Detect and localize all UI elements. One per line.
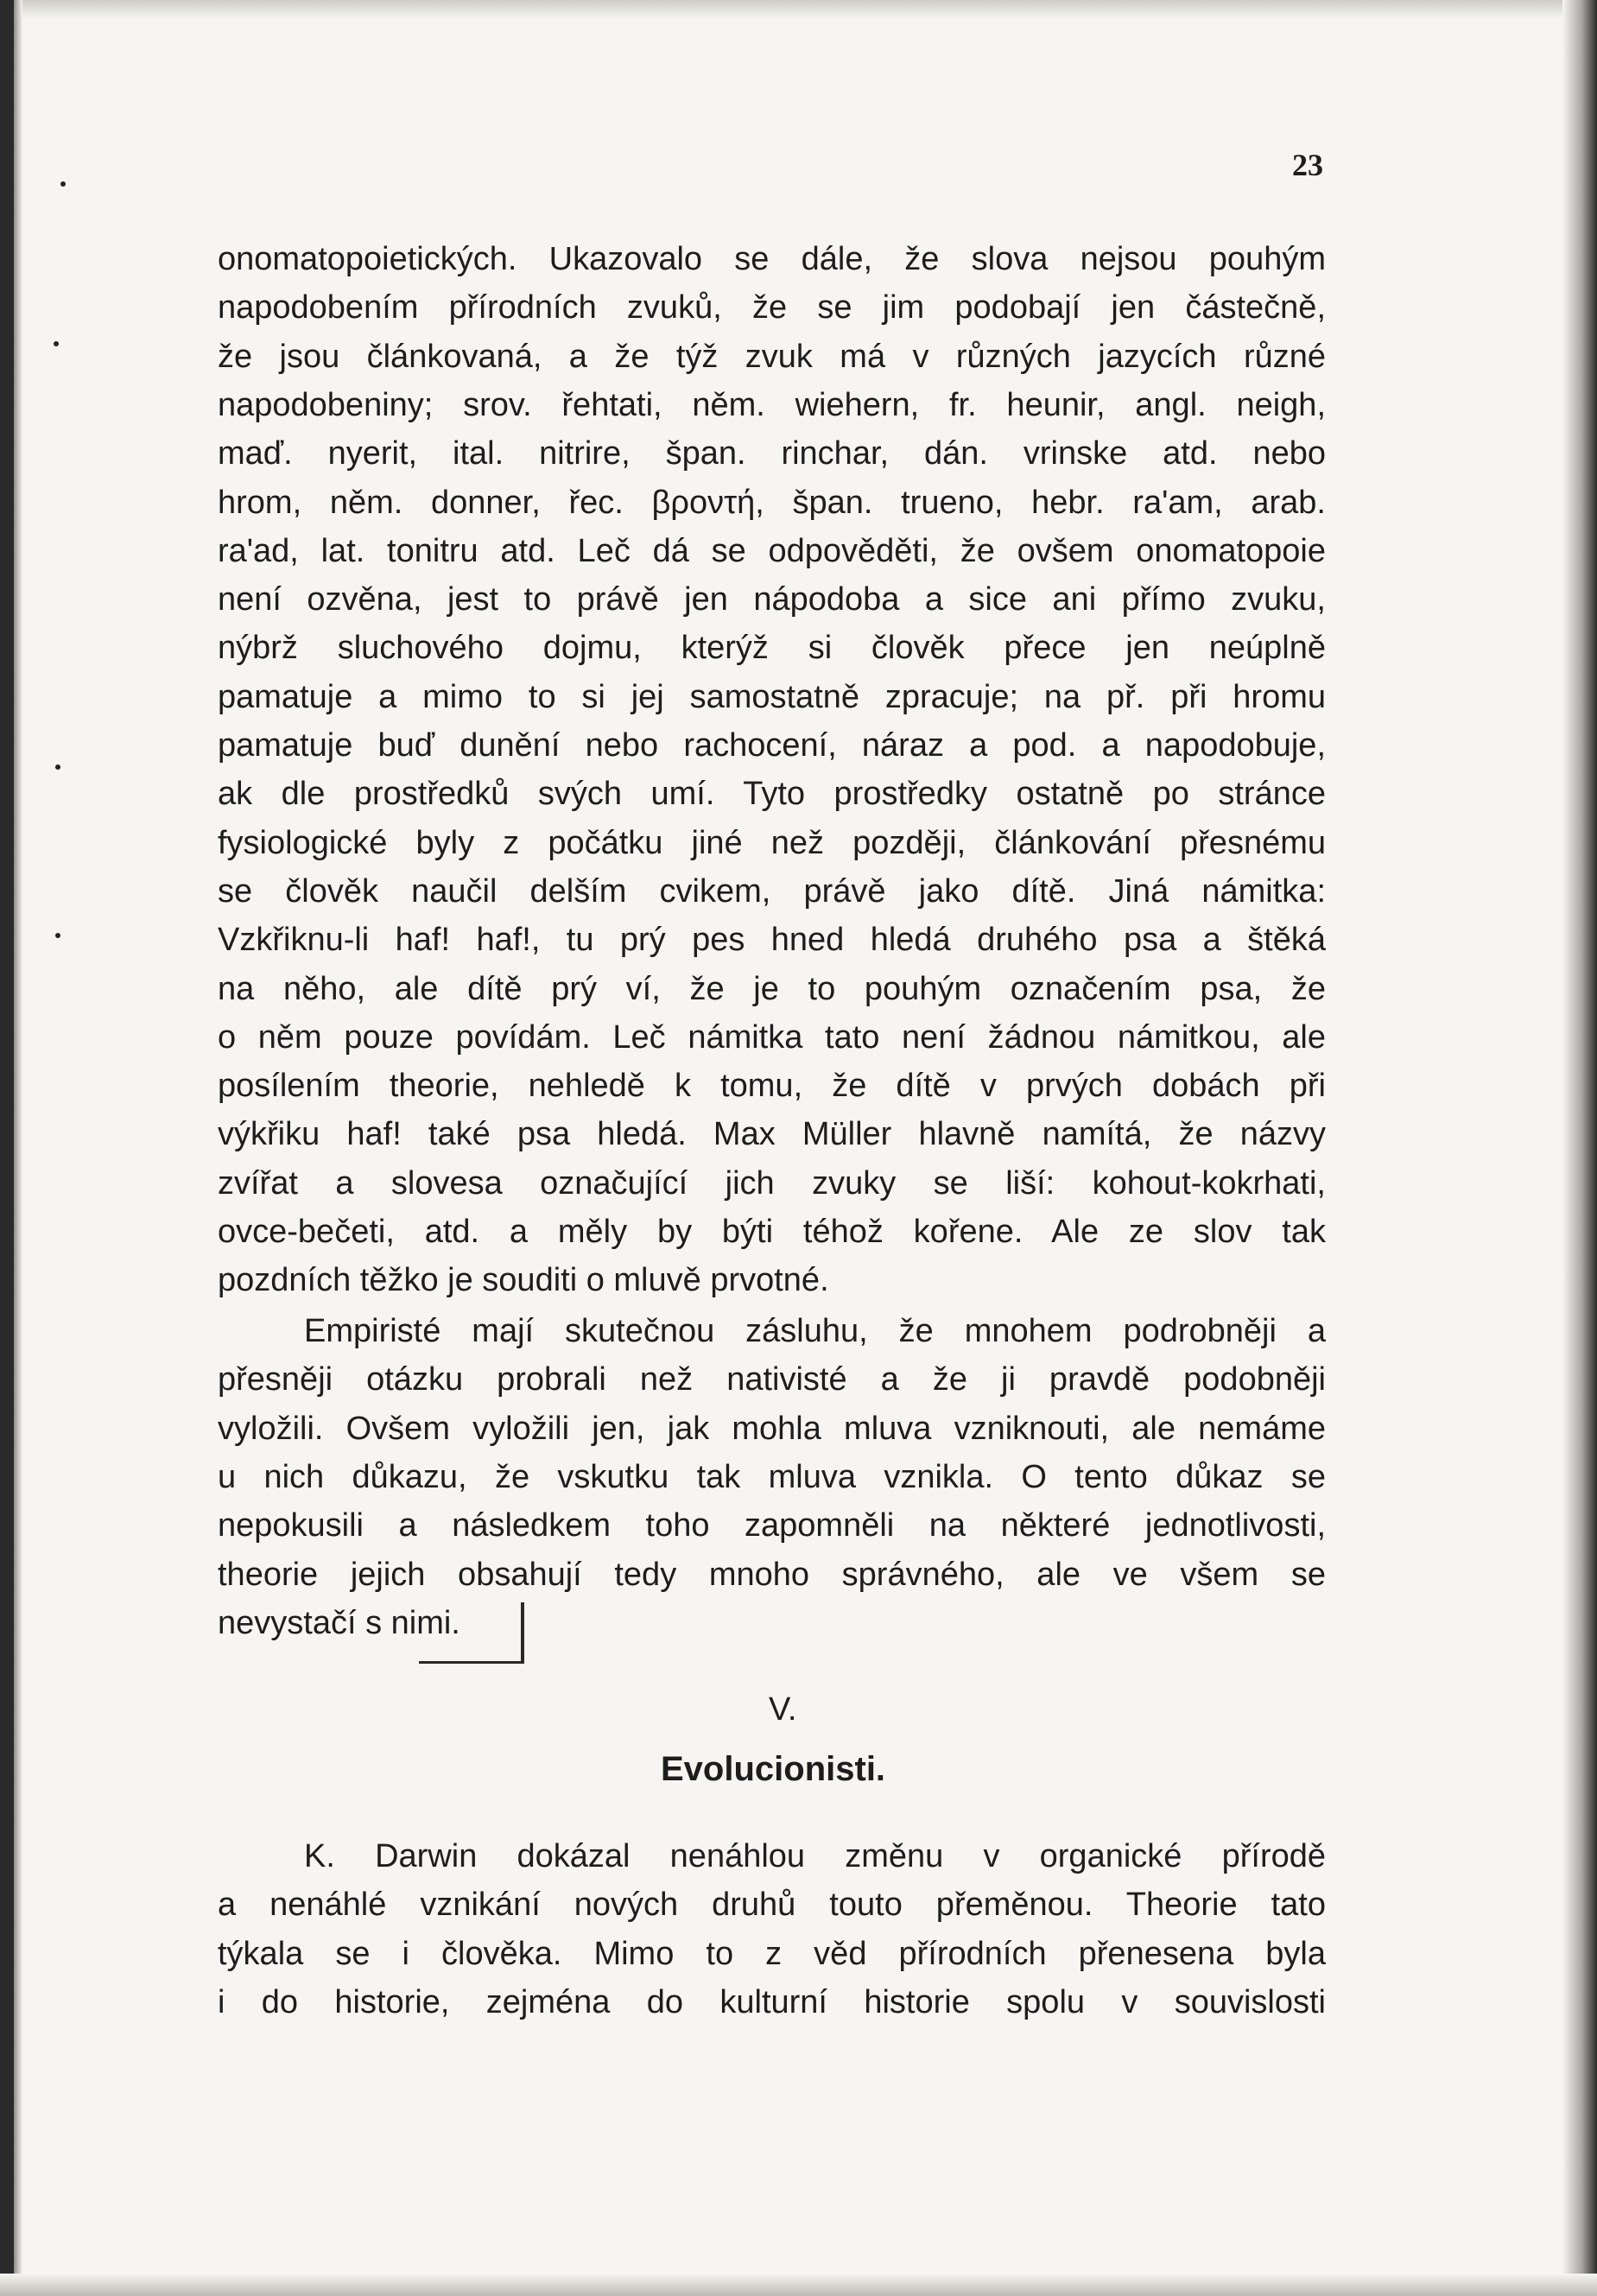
text-line: i do historie, zejména do kulturní historie spolu v souvislosti [218, 1984, 1326, 2020]
text-line: ak dle prostředků svých umí. Tyto prostředky ostatně po stránce [218, 776, 1326, 812]
text-line: pozdních těžko je souditi o mluvě prvotné. [218, 1262, 829, 1298]
text-line: napodobeniny; srov. řehtati, něm. wiehern, fr. heunir, angl. neigh, [218, 387, 1326, 423]
text-line: výkřiku haf! také psa hledá. Max Müller hlavně namítá, že názvy [218, 1116, 1326, 1152]
section-title: Evolucionisti. [661, 1750, 886, 1788]
text-line: theorie jejich obsahují tedy mnoho správného, ale ve všem se [218, 1557, 1326, 1593]
scan-edge-left-shadow [14, 0, 22, 2296]
text-line: nevystačí s nimi. [218, 1605, 460, 1641]
text-line: maď. nyerit, ital. nitrire, špan. rinchar, dán. vrinske atd. nebo [218, 435, 1326, 472]
scan-edge-bottom [0, 2274, 1597, 2296]
text-line: týkala se i člověka. Mimo to z věd přírodních přenesena byla [218, 1936, 1326, 1972]
text-line: fysiologické byly z počátku jiné než později, článkování přesnému [218, 825, 1326, 861]
pencil-mark-vertical [521, 1602, 524, 1663]
text-line: zvířat a slovesa označující jich zvuky se liší: kohout-kokrhati, [218, 1165, 1326, 1202]
text-line: hrom, něm. donner, řec. βροντή, špan. trueno, hebr. ra'am, arab. [218, 485, 1326, 521]
text-line: přesněji otázku probrali než nativisté a že ji pravdě podobněji [218, 1361, 1326, 1398]
text-line: není ozvěna, jest to právě jen nápodoba a sice ani přímo zvuku, [218, 581, 1326, 618]
scan-edge-left [0, 0, 14, 2296]
text-line: na něho, ale dítě prý ví, že je to pouhým označením psa, že [218, 971, 1326, 1007]
text-line: posílením theorie, nehledě k tomu, že dítě v prvých dobách při [218, 1068, 1326, 1104]
dust-speck [55, 764, 60, 770]
page-number: 23 [1292, 148, 1323, 182]
section-number: V. [769, 1691, 797, 1728]
text-line: ovce-bečeti, atd. a měly by býti téhož kořene. Ale ze slov tak [218, 1214, 1326, 1250]
dust-speck [60, 181, 66, 187]
pencil-mark-horizontal [419, 1661, 524, 1664]
text-line: nýbrž sluchového dojmu, kterýž si člověk přece jen neúplně [218, 630, 1326, 666]
text-line: nepokusili a následkem toho zapomněli na některé jednotlivosti, [218, 1507, 1326, 1544]
text-line: ra'ad, lat. tonitru atd. Leč dá se odpověděti, že ovšem onomatopoie [218, 533, 1326, 569]
scan-edge-right [1562, 0, 1597, 2296]
text-line: se člověk naučil delším cvikem, právě jako dítě. Jiná námitka: [218, 873, 1326, 910]
text-line: napodobením přírodních zvuků, že se jim podobají jen částečně, [218, 289, 1326, 326]
text-line: u nich důkazu, že vskutku tak mluva vznikla. O tento důkaz se [218, 1459, 1326, 1495]
text-line: onomatopoietických. Ukazovalo se dále, že slova nejsou pouhým [218, 241, 1326, 277]
text-line: že jsou článkovaná, a že týž zvuk má v různých jazycích různé [218, 339, 1326, 375]
text-line: a nenáhlé vznikání nových druhů touto přeměnou. Theorie tato [218, 1887, 1326, 1923]
text-line: pamatuje buď dunění nebo rachocení, náraz a pod. a napodobuje, [218, 727, 1326, 764]
text-line: K. Darwin dokázal nenáhlou změnu v organické přírodě [304, 1838, 1326, 1874]
text-line: pamatuje a mimo to si jej samostatně zpracuje; na př. při hromu [218, 679, 1326, 715]
text-line: Empiristé mají skutečnou zásluhu, že mnohem podrobněji a [304, 1313, 1326, 1349]
dust-speck [55, 933, 60, 938]
text-line: o něm pouze povídám. Leč námitka tato není žádnou námitkou, ale [218, 1019, 1326, 1056]
text-line: vyložili. Ovšem vyložili jen, jak mohla mluva vzniknouti, ale nemáme [218, 1411, 1326, 1447]
text-line: Vzkřiknu-li haf! haf!, tu prý pes hned hledá druhého psa a štěká [218, 922, 1326, 958]
dust-speck [54, 341, 59, 346]
scan-edge-top [0, 0, 1597, 19]
